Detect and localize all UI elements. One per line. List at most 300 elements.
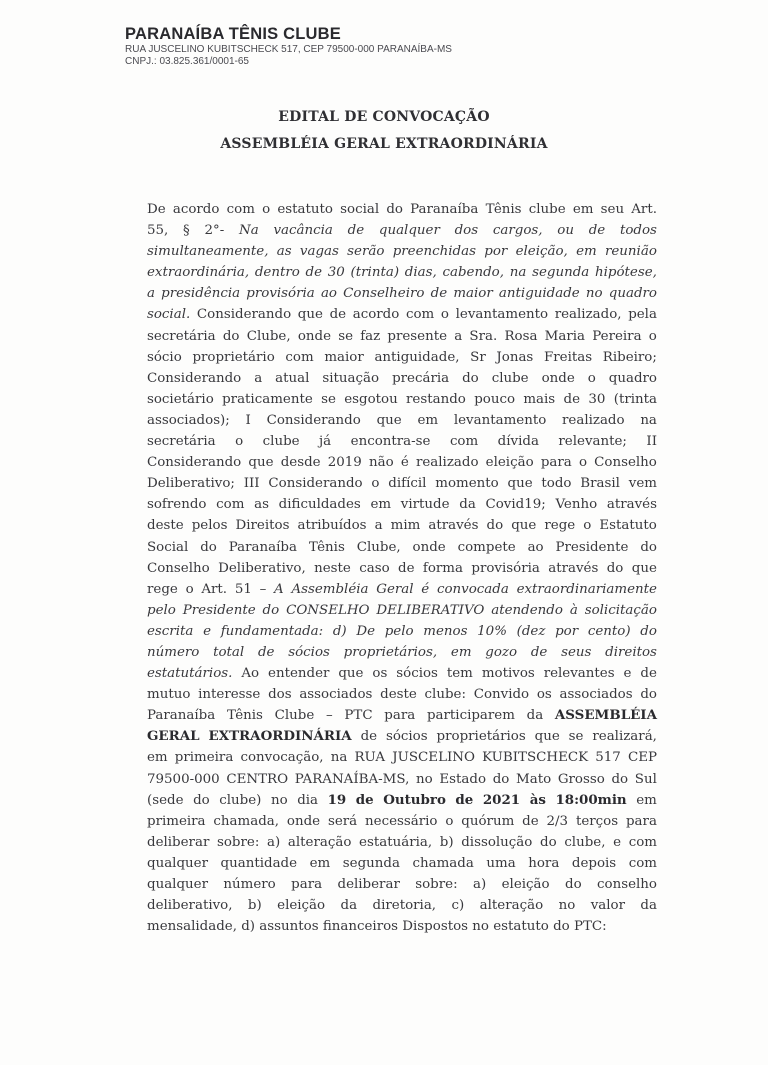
body-word: 30 (327, 265, 345, 281)
body-word: Venho (555, 497, 598, 513)
body-word: PTC (344, 708, 373, 724)
body-word: eleição, (515, 244, 568, 260)
body-word: chamada (412, 855, 474, 871)
body-word: esgotou (344, 391, 398, 407)
body-word: com (628, 855, 657, 871)
body-word: antiguidade (498, 286, 580, 302)
body-word: Clube (274, 708, 315, 724)
body-word: Freitas (543, 349, 593, 365)
body-word: deliberativo, (147, 898, 233, 914)
body-word: Considerando (147, 370, 242, 386)
body-word: eleição (501, 877, 550, 892)
body-word: Jonas (496, 349, 534, 365)
body-word: pela (628, 307, 657, 323)
body-word: (dez (516, 623, 546, 639)
body-line (147, 916, 657, 937)
letterhead (125, 25, 452, 68)
body-word: Considerando (266, 412, 361, 428)
body-word: (trinta) (350, 265, 400, 281)
body-word: 2019 (327, 455, 362, 471)
body-word: encontra-se (350, 434, 431, 450)
body-word: com (628, 834, 657, 850)
body-word: mais (523, 391, 556, 407)
body-word: com (405, 307, 435, 323)
body-word: realizado (562, 412, 625, 428)
body-word: secretária (147, 434, 216, 450)
body-word: terços (575, 813, 619, 829)
body-word: 55, (147, 223, 169, 239)
body-word: clube: (424, 687, 466, 703)
body-word: Brasil (580, 476, 620, 492)
club-name: PARANAÍBA TÊNIS CLUBE (125, 25, 341, 43)
body-word: Deliberativo; (147, 476, 235, 492)
body-word: acordo (352, 307, 400, 323)
body-word: no (558, 898, 576, 914)
body-word: quadro (608, 370, 657, 386)
body-word: em (636, 792, 657, 808)
body-word: cento) (587, 623, 631, 639)
body-word: presente (387, 328, 448, 344)
body-word: Convido (473, 687, 530, 703)
body-word: cargos, (492, 223, 543, 239)
body-word: 30 (588, 391, 606, 407)
body-word: que (376, 412, 402, 428)
body-word: que (631, 560, 657, 576)
body-word: através (428, 518, 479, 534)
body-word: no (270, 792, 288, 808)
body-word: que (511, 518, 537, 534)
body-word: realizará, (592, 729, 657, 745)
body-word: diretoria, (372, 898, 437, 914)
body-word: levantamento (455, 307, 549, 323)
body-word: praticamente (222, 391, 313, 407)
body-word: convocação, (240, 750, 324, 766)
body-word: Sr (470, 349, 486, 365)
body-word: pelo (147, 602, 176, 618)
body-word: Paranaíba (147, 708, 216, 724)
body-word: em (576, 244, 597, 260)
body-word: é (421, 581, 430, 597)
body-word: 10% (477, 623, 507, 639)
body-word: eleição (277, 898, 326, 914)
body-word: Assembléia (291, 581, 369, 597)
document-subtitle: ASSEMBLÉIA GERAL EXTRAORDINÁRIA (220, 136, 548, 152)
body-word: da (340, 898, 358, 914)
body-word: do (640, 687, 657, 703)
body-word: dissolução (461, 834, 533, 850)
body-word: II (646, 434, 657, 450)
body-word: em (147, 750, 168, 766)
body-word: já (319, 434, 332, 450)
body-word: do (386, 202, 403, 217)
body-word: para (384, 708, 416, 724)
body-word: se (338, 328, 353, 344)
body-word: forma (422, 560, 463, 576)
body-word: entender (268, 666, 330, 682)
body-line (147, 473, 657, 494)
body-word: ao (527, 539, 544, 555)
body-word: de (355, 791, 374, 808)
body-line (147, 684, 657, 705)
body-word: Clube, (356, 539, 401, 555)
body-word: (sede (147, 792, 184, 808)
body-word: 517 (595, 750, 621, 766)
body-word: seu (600, 202, 625, 217)
body-word: relevante; (558, 434, 627, 450)
body-word: com (226, 202, 255, 217)
body-word: b) (439, 834, 454, 850)
body-word: 79500-000 (147, 771, 220, 787)
body-word: KUBITSCHECK (482, 750, 589, 766)
body-word: 18:00min (555, 791, 627, 808)
body-word: antiguidade, (374, 349, 460, 365)
body-word: de (398, 560, 415, 576)
body-word: Conselheiro (343, 286, 425, 302)
body-word: da (459, 497, 476, 513)
body-word: que (507, 476, 533, 492)
body-word: deliberar (337, 877, 400, 892)
body-word: PARANAÍBA-MS, (294, 771, 410, 787)
body-word: e (623, 666, 632, 682)
body-line (147, 304, 657, 325)
body-word: a) (473, 877, 487, 892)
body-word: no (416, 771, 433, 787)
body-word: Rosa (504, 328, 538, 344)
body-word: de (588, 223, 606, 239)
body-word: com (285, 349, 314, 365)
body-word: Paranaíba (410, 202, 479, 217)
body-word: eleição (485, 455, 534, 471)
body-word: atendendo (491, 602, 563, 618)
body-word: o (445, 813, 454, 829)
body-word: Grosso (557, 771, 605, 787)
body-word: pelo (384, 623, 414, 639)
body-word: os (372, 666, 388, 682)
body-word: de (522, 813, 539, 829)
body-word: na (509, 265, 527, 281)
body-word: Paranaíba (228, 539, 297, 555)
body-word: d) (332, 623, 347, 639)
body-word: dias, (404, 265, 437, 281)
body-word: o (440, 307, 449, 323)
body-word: a (147, 286, 155, 302)
body-word: sócios (396, 666, 438, 682)
body-word: 51 (234, 581, 252, 597)
body-word: sobre: (217, 834, 260, 850)
body-word: extraordinária, (147, 265, 250, 281)
body-word: mutuo (147, 687, 191, 703)
body-word: é (400, 455, 409, 471)
body-word: ao (320, 286, 337, 302)
body-word: vagas (299, 244, 339, 260)
body-word: do (492, 771, 510, 787)
body-word: deste (380, 687, 417, 703)
club-cnpj: CNPJ.: 03.825.361/0001-65 (125, 56, 249, 67)
body-word: CENTRO (226, 771, 289, 787)
body-word: de (563, 391, 581, 407)
body-word: segunda (342, 855, 400, 871)
body-line (147, 262, 657, 283)
body-word: desde (280, 455, 321, 471)
body-word: a (454, 328, 463, 344)
body-word: onde (541, 370, 575, 386)
body-word: Art. (201, 581, 228, 597)
body-word: vem (628, 476, 657, 492)
body-word: Sra. (469, 328, 498, 344)
body-word: Presidente (182, 602, 256, 618)
body-line (147, 600, 657, 621)
body-word: Covid19; (485, 497, 546, 513)
body-word: o (587, 370, 596, 386)
body-word: hora (528, 855, 560, 871)
body-word: do (640, 623, 657, 639)
body-word: associados (559, 687, 633, 703)
body-word: neste (314, 560, 351, 576)
body-word: Maria (544, 328, 586, 344)
body-word: por (555, 623, 579, 639)
body-word: clube) (219, 792, 262, 808)
body-word: todos (619, 223, 657, 239)
body-word: simultaneamente, (147, 244, 269, 260)
body-word: (trinta (613, 391, 657, 407)
body-text-segment: mensalidade, d) assuntos financeiros Dispostos no estatuto do PTC: (147, 919, 607, 935)
body-word: sócios (288, 644, 330, 660)
body-line (147, 326, 657, 347)
body-word: mim (390, 518, 421, 534)
body-word: Ribeiro; (602, 349, 657, 365)
body-word: se (321, 391, 336, 407)
body-word: 2°- (204, 223, 225, 239)
body-word: chamada, (213, 813, 280, 829)
body-word: Tênis (485, 202, 522, 217)
body-word: maior (324, 349, 364, 365)
body-word: Direitos (235, 518, 290, 534)
body-word: A (274, 581, 284, 597)
body-word: provisória (471, 560, 540, 576)
body-word: o (578, 455, 587, 471)
body-word: dos (268, 687, 292, 703)
body-word: na (330, 750, 348, 766)
body-word: de (347, 223, 365, 239)
body-word: qualquer (378, 223, 440, 239)
body-word: realizado, (554, 307, 622, 323)
body-word: dos (454, 223, 479, 239)
body-word: necessário (365, 813, 438, 829)
body-word: que (297, 307, 323, 323)
body-word: valor (590, 898, 625, 914)
body-word: total (213, 644, 245, 660)
body-word: rege (147, 581, 178, 597)
body-word: deliberar (147, 834, 210, 850)
body-word: situação (322, 370, 380, 386)
body-word: do (193, 792, 210, 808)
body-word: do (262, 602, 280, 618)
body-word: proprietário (192, 349, 275, 365)
body-line (147, 811, 657, 832)
body-word: direitos (605, 644, 657, 660)
body-word: quantidade (220, 855, 298, 871)
body-word: clube (491, 370, 529, 386)
body-word: atual (275, 370, 310, 386)
document-title: EDITAL DE CONVOCAÇÃO (278, 109, 490, 125)
body-word: Ao (241, 666, 260, 682)
body-word: em (572, 202, 594, 217)
body-word: Considerando (268, 476, 363, 492)
body-word: número (147, 644, 200, 660)
body-word: o (648, 328, 657, 344)
body-word: pelos (191, 518, 228, 534)
body-word: CEP (627, 750, 657, 766)
body-word: o (262, 202, 271, 217)
body-word: alteração (479, 898, 544, 914)
body-word: I (245, 412, 251, 428)
body-word: fundamentada: (220, 623, 324, 639)
body-word: sócios (385, 729, 428, 745)
body-word: Estado (439, 771, 487, 787)
body-word: segunda (532, 265, 590, 281)
body-line (147, 537, 657, 558)
body-word: Social (147, 539, 189, 555)
body-word: Na (239, 223, 259, 239)
body-word: III (243, 476, 260, 492)
body-word: onde (297, 328, 331, 344)
body-word: ASSEMBLÉIA (554, 707, 657, 724)
body-word: alteração (287, 834, 352, 850)
body-word: onde (412, 539, 446, 555)
body-word: serão (347, 244, 385, 260)
body-word: e (203, 623, 211, 639)
body-line (147, 558, 657, 579)
body-word: onde (286, 813, 321, 829)
body-word: com (216, 497, 245, 513)
body-line (147, 220, 657, 241)
body-line (147, 832, 657, 853)
body-word: número (223, 877, 276, 892)
body-word: clube (528, 202, 566, 217)
body-word: do (640, 539, 657, 555)
body-word: ou (557, 223, 574, 239)
body-word: dívida (497, 434, 539, 450)
body-word: RUA (354, 750, 386, 766)
body-word: relevantes (543, 666, 615, 682)
body-word: Clube, (246, 328, 291, 344)
body-word: da (526, 708, 544, 724)
body-word: conselho (597, 877, 657, 892)
body-word: Deliberativo, (218, 560, 306, 576)
body-word: Considerando (147, 455, 242, 471)
body-line (147, 241, 657, 262)
body-word: na (640, 412, 657, 428)
body-word: proprietários, (343, 644, 438, 660)
body-word: rege (544, 518, 576, 534)
body-word: deste (147, 518, 184, 534)
body-line (147, 790, 657, 811)
body-word: à (569, 602, 578, 618)
body-word: Conselho (594, 455, 657, 471)
body-word: De (147, 202, 166, 217)
body-word: JUSCELINO (392, 750, 475, 766)
body-word: dentro (254, 265, 300, 281)
body-line (147, 410, 657, 431)
body-word: hipótese, (594, 265, 657, 281)
body-word: através (548, 560, 599, 576)
body-word: de (640, 666, 657, 682)
body-word: não (369, 455, 394, 471)
body-word: social. (147, 307, 191, 323)
body-word: compete (457, 539, 516, 555)
body-word: que (338, 666, 364, 682)
body-word: caso (359, 560, 390, 576)
body-line (147, 368, 657, 389)
body-word: clube, (564, 834, 606, 850)
body-word: do (462, 370, 479, 386)
body-line (147, 747, 657, 768)
body-word: provisória (246, 286, 315, 302)
body-word: o (371, 476, 380, 492)
body-word: primeira (174, 750, 234, 766)
body-line (147, 663, 657, 684)
body-word: momento (435, 476, 499, 492)
body-line (147, 452, 657, 473)
body-word: por (484, 244, 508, 260)
body-word: Art. (631, 202, 657, 217)
body-line (147, 621, 657, 642)
body-line (147, 579, 657, 600)
body-word: 2/3 (546, 813, 569, 829)
body-word: estatutários. (147, 666, 233, 682)
body-word: Outubro (383, 791, 446, 808)
body-word: as (276, 244, 292, 260)
body-word: de (329, 307, 347, 323)
body-line (147, 283, 657, 304)
body-word: Tênis (226, 708, 263, 724)
body-word: Presidente (555, 539, 629, 555)
body-word: do (200, 539, 217, 555)
body-word: secretária (147, 328, 216, 344)
club-address: RUA JUSCELINO KUBITSCHECK 517, CEP 79500-000 PARANAÍBA-MS (125, 44, 452, 55)
document-body (147, 199, 657, 937)
body-word: social (340, 202, 380, 217)
body-line (147, 705, 657, 726)
body-word: seus (561, 644, 592, 660)
body-word: difícil (388, 476, 427, 492)
body-word: associados); (147, 412, 230, 428)
body-word: realizado (415, 455, 479, 471)
body-word: do (606, 560, 624, 576)
body-word: às (529, 791, 546, 808)
body-word: os (536, 687, 552, 703)
body-word: CONSELHO (286, 602, 370, 618)
document-titles (0, 104, 768, 158)
body-word: primeira (147, 813, 206, 829)
body-word: acordo (172, 202, 220, 217)
body-word: motivos (481, 666, 535, 682)
body-line (147, 642, 657, 663)
body-word: gozo (485, 644, 518, 660)
body-word: Conselho (147, 560, 210, 576)
body-word: a) (267, 834, 281, 850)
body-line (147, 895, 657, 916)
body-word: preenchidas (392, 244, 476, 260)
body-word: de (530, 644, 548, 660)
body-word: de (360, 729, 378, 745)
body-word: quórum (461, 813, 515, 829)
body-word: o (235, 434, 244, 450)
body-word: estatuária, (359, 834, 433, 850)
body-word: – (259, 581, 267, 597)
body-word: a (254, 370, 263, 386)
body-word: para (540, 455, 572, 471)
